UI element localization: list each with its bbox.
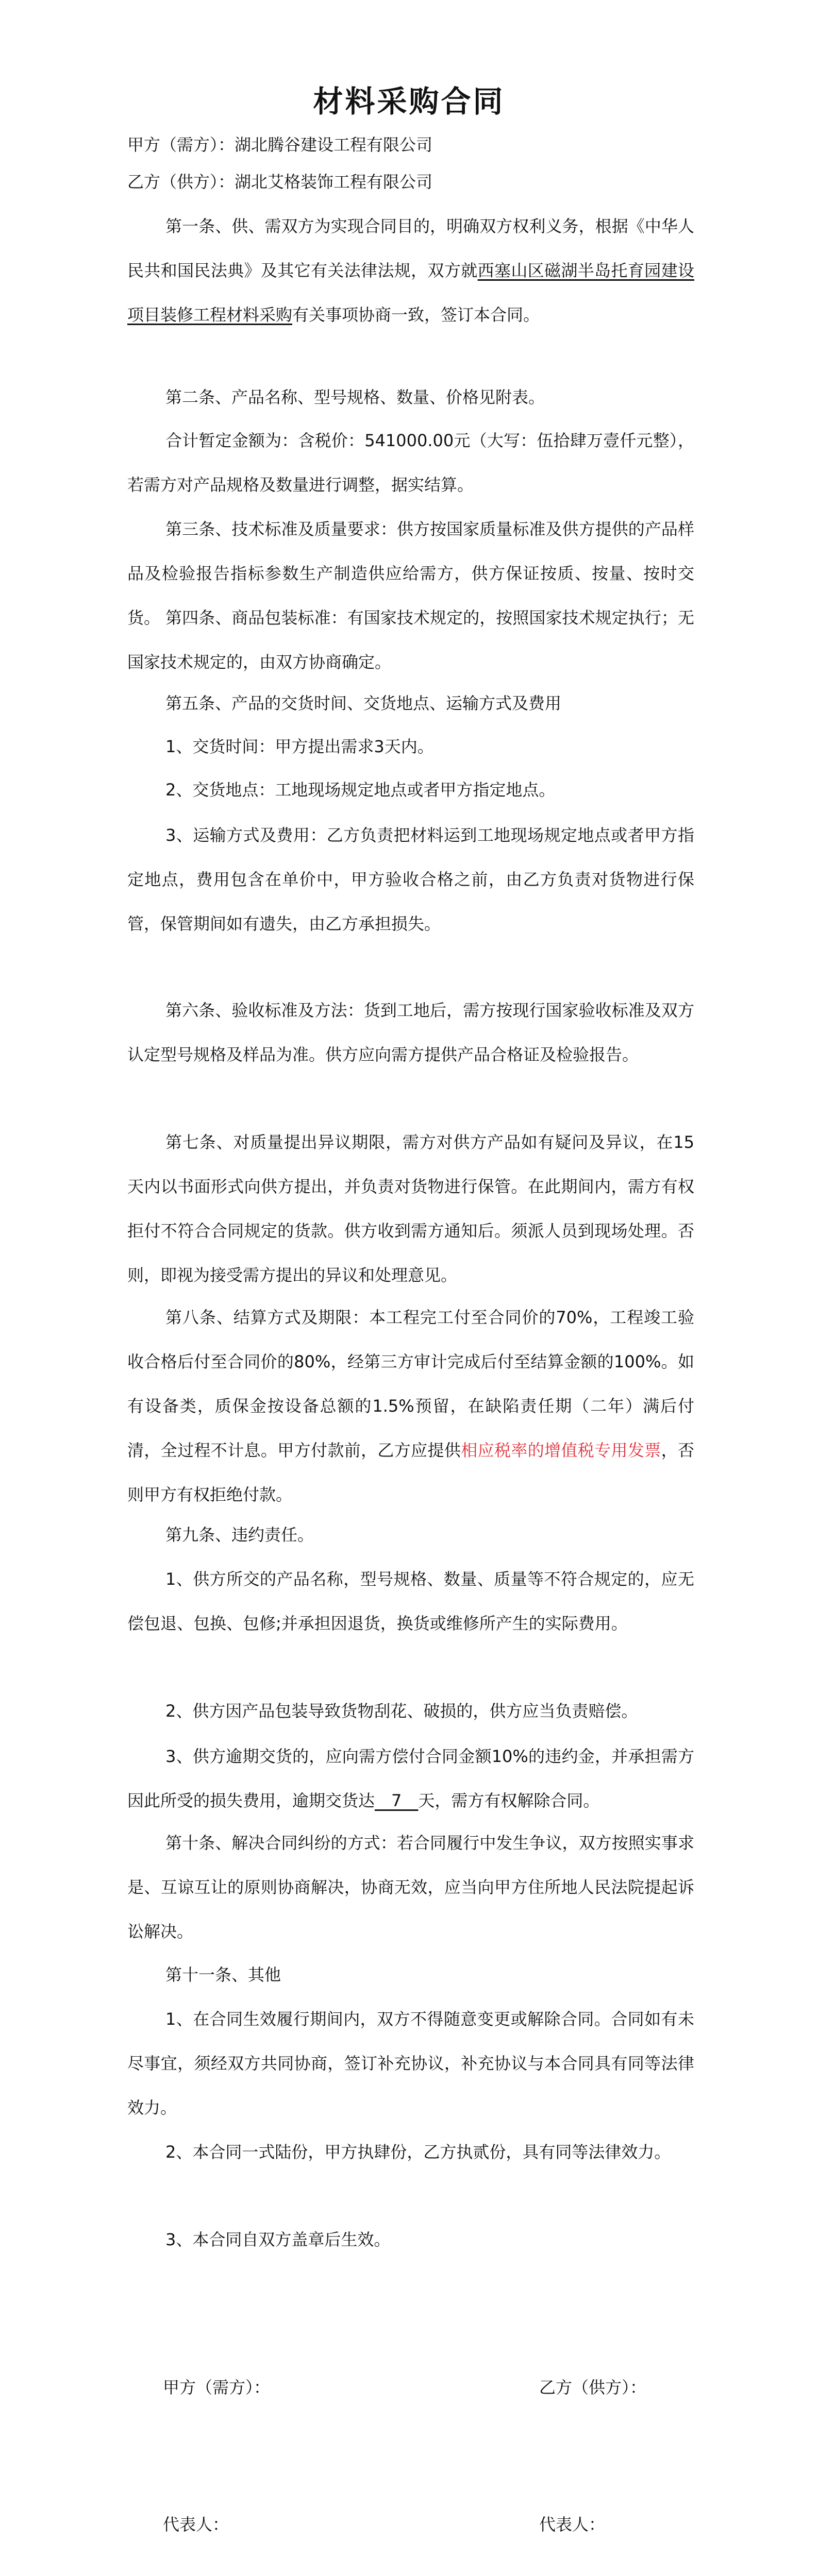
article-9-item-3 bbox=[127, 1734, 694, 1823]
article-3: 第三条、技术标准及质量要求：供方按国家质量标准及供方提供的产品样品及检验报告指标参数生产制造供应给需方，供方保证按质、按量、按时交货。 bbox=[127, 519, 694, 628]
total-amount: 合计暂定金额为：含税价：541000.00元（大写：伍拾肆万壹仟元整），若需方对产品规格及数量进行调整，据实结算。 bbox=[127, 431, 694, 495]
article-9-heading: 第九条、违约责任。 bbox=[165, 1525, 314, 1545]
article-8 bbox=[127, 1295, 694, 1517]
representative-left: 代表人： bbox=[163, 2515, 229, 2534]
article-5-item-1: 1、交货时间：甲方提出需求3天内。 bbox=[165, 737, 434, 756]
signature-supplier-label: 乙方（供方）： bbox=[539, 2378, 647, 2397]
article-5-item-2: 2、交货地点：工地现场规定地点或者甲方指定地点。 bbox=[165, 780, 556, 800]
party-supplier: 乙方（供方）：湖北艾格装饰工程有限公司 bbox=[127, 172, 433, 192]
invoice-requirement: 相应税率的增值税专用发票 bbox=[461, 1440, 661, 1460]
article-8-text-a: 第八条、结算方式及期限：本工程完工付至合同价的70%，工程竣工验收合格后付至合同价的80%，经第三方审计完成后付至结算金额的100%。如有设备类，质保金按设备总额的1.5%预留，在缺陷责任期（二年）满后付清，全过程不计息。甲方付款前，乙方应提供 bbox=[127, 1308, 694, 1460]
article-4: 第四条、商品包装标准：有国家技术规定的，按照国家技术规定执行；无国家技术规定的，由双方协商确定。 bbox=[127, 608, 694, 672]
article-2: 第二条、产品名称、型号规格、数量、价格见附表。 bbox=[165, 387, 545, 407]
party-buyer: 甲方（需方）：湖北腾谷建设工程有限公司 bbox=[127, 135, 433, 155]
article-11-item-3: 3、本合同自双方盖章后生效。 bbox=[165, 2230, 391, 2249]
article-1 bbox=[127, 204, 694, 337]
article-9-item-1: 1、供方所交的产品名称，型号规格、数量、质量等不符合规定的，应无偿包退、包换、包修;并承担因退货，换货或维修所产生的实际费用。 bbox=[127, 1569, 694, 1633]
article-11-item-1: 1、在合同生效履行期间内，双方不得随意变更或解除合同。合同如有未尽事宜，须经双方共同协商，签订补充协议，补充协议与本合同具有同等法律效力。 bbox=[127, 2009, 694, 2117]
article-9-item-3-text-a: 3、供方逾期交货的，应向需方偿付合同金额10%的违约金，并承担需方因此所受的损失费用，逾期交货达 bbox=[127, 1747, 694, 1810]
article-1-text-b: 有关事项协商一致，签订本合同。 bbox=[292, 305, 540, 325]
signature-buyer-label: 甲方（需方）： bbox=[163, 2378, 271, 2397]
article-5-heading: 第五条、产品的交货时间、交货地点、运输方式及费用 bbox=[165, 693, 562, 713]
project-name: 西塞山区磁湖半岛托育园建设项目装修工程材料采购 bbox=[127, 261, 694, 325]
article-1-text-a: 第一条、供、需双方为实现合同目的，明确双方权利义务，根据《中华人民共和国民法典》及其它有关法律法规，双方就 bbox=[127, 216, 694, 280]
article-9-item-2: 2、供方因产品包装导致货物刮花、破损的，供方应当负责赔偿。 bbox=[165, 1701, 638, 1721]
article-7: 第七条、对质量提出异议期限，需方对供方产品如有疑问及异议，在15天内以书面形式向供方提出，并负责对货物进行保管。在此期间内，需方有权拒付不符合合同规定的货款。供方收到需方通知后。须派人员到现场处理。否则，即视为接受需方提出的异议和处理意见。 bbox=[127, 1132, 694, 1285]
article-9-item-3-text-b: 天，需方有权解除合同。 bbox=[418, 1791, 600, 1810]
article-5-item-3: 3、运输方式及费用：乙方负责把材料运到工地现场规定地点或者甲方指定地点，费用包含在单价中，甲方验收合格之前，由乙方负责对货物进行保管，保管期间如有遗失，由乙方承担损失。 bbox=[127, 825, 694, 934]
article-6: 第六条、验收标准及方法：货到工地后，需方按现行国家验收标准及双方认定型号规格及样品为准。供方应向需方提供产品合格证及检验报告。 bbox=[127, 1001, 694, 1064]
representative-right: 代表人： bbox=[539, 2515, 606, 2534]
page-title: 材料采购合同 bbox=[313, 84, 505, 119]
article-11-item-2: 2、本合同一式陆份，甲方执肆份，乙方执贰份，具有同等法律效力。 bbox=[165, 2142, 671, 2162]
article-11-heading: 第十一条、其他 bbox=[165, 1965, 281, 1985]
article-10: 第十条、解决合同纠纷的方式：若合同履行中发生争议，双方按照实事求是、互谅互让的原则协商解决，协商无效，应当向甲方住所地人民法院提起诉讼解决。 bbox=[127, 1833, 694, 1941]
overdue-days: 7 bbox=[375, 1791, 419, 1810]
article-8-text-b: ，否则甲方有权拒绝付款。 bbox=[127, 1440, 694, 1504]
